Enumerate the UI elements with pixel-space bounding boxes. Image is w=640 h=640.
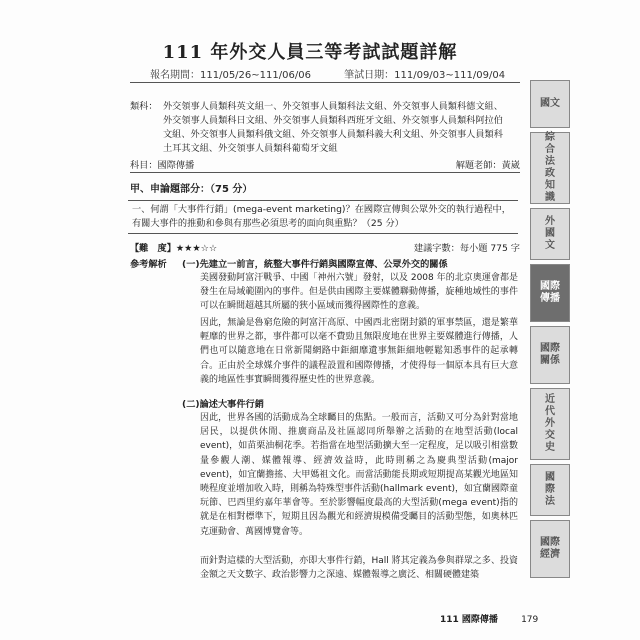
tab-label: 綜合法政知識: [545, 132, 555, 203]
question-line: 一、何謂「大事件行銷」(mega-event marketing)？在國際宣傳與公眾外交的執行過程中，: [132, 204, 511, 215]
tab-label: 國際經濟: [540, 537, 560, 560]
tab-international-relations[interactable]: [530, 326, 570, 384]
subject-row: [130, 157, 520, 171]
exam-period: [150, 66, 590, 81]
registration-period: 報名期間：111/05/26~111/06/06: [150, 70, 311, 81]
answer-section-heading: (一)先建立一前言，統整大事件行銷與國際宣傳、公眾外交的關係: [182, 259, 448, 270]
subject-line: 土耳其文組、外交領事人員類科葡萄牙文組: [163, 143, 338, 154]
subject-line: 外交領事人員類科日文組、外交領事人員類科西班牙文組、外交領事人員類科阿拉伯: [163, 115, 503, 126]
subject-name: 科目：國際傳播: [130, 160, 195, 171]
teacher-name: 解題老師：黃崴: [455, 160, 520, 171]
subject-line: 外交領事人員類科英文組一、外交領事人員類科法文組、外交領事人員類科德文組、: [163, 101, 503, 112]
tab-international-law[interactable]: [530, 464, 570, 516]
tab-label: 國際傳播: [540, 281, 560, 304]
answer-label: 參考解析: [130, 259, 167, 270]
subject-list: [130, 100, 520, 156]
tab-label: 國文: [540, 98, 560, 109]
tab-guowen[interactable]: [530, 80, 570, 128]
question-line: 有關大事件的推動和參與有那些必須思考的面向與重點？（25 分）: [132, 218, 404, 229]
tab-international-economics[interactable]: [530, 520, 570, 578]
word-count: 建議字數：每小題 775 字: [413, 243, 520, 254]
divider: [130, 172, 520, 173]
answer-section-heading: (二)論述大事件行銷: [182, 399, 264, 410]
tab-label: 國際法: [545, 472, 555, 507]
question-meta: [130, 240, 520, 254]
tab-label: 國際關係: [540, 343, 560, 366]
tab-law-politics[interactable]: [530, 132, 570, 204]
subject-line: 文組、外交領事人員類科俄文組、外交領事人員類科義大利文組、外交領事人員類科: [163, 129, 503, 140]
exam-date: 筆試日期：111/09/03~111/09/04: [344, 70, 506, 81]
answer-paragraph: 而針對這樣的大型活動，亦即大事件行銷，Hall 將其定義為參與群眾之多、投資金額之天文數字、政治影響力之深遠、媒體報導之廣泛、相關硬體建築: [200, 556, 518, 581]
tab-modern-diplomatic-history[interactable]: [530, 388, 570, 460]
difficulty-rating: 【難 度】★★★☆☆: [130, 243, 218, 254]
tab-label: 近代外交史: [545, 394, 555, 453]
question-box: [128, 200, 518, 234]
page-title: 111 年外交人員三等考試試題詳解: [162, 42, 458, 63]
page-number: 179: [521, 615, 539, 625]
tab-label: 外國文: [545, 216, 555, 251]
tab-foreign-language[interactable]: [530, 208, 570, 260]
answer-paragraph: 因此，無論是魯窮危險的阿富汗高原、中國西北密閉封鎖的軍事禁區，還是繁華輕靡的世界之都，事件都可以毫不費勁且無限度地在世界主要媒體進行傳播，人們也可以隨意地在日常新聞網路中鉅細靡遺事無鉅細地輕鬆知悉事件的起承轉合。正由於全球媒介事件的議程設置和國際傳播，才使得每一個原本具有巨大意義的地區性事實瞬間獲得歷史性的世界意義。: [200, 318, 518, 385]
tab-international-communication[interactable]: [530, 264, 570, 322]
answer-paragraph: 因此，世界各國的活動成為全球矚目的焦點。一般而言，活動又可分為針對當地居民，以提供休閒、推廣商品及社區認同所舉辦之活動的在地型活動(local event)，如苗栗油桐花季。若指當在地型活動擴大至一定程度，足以吸引相當數量參觀人潮、媒體報導、經濟效益時，此時則稱之為慶典型活動(major event)，如宜蘭擔搖、大甲媽祖文化。而當活動能長期或短期提高某觀光地區知曉程度並增加收入時，則稱為特殊型事件活動(hallmark event)，如宜蘭國際童玩節、巴西里約嘉年華會等。至於影響幅度最高的大型活動(mega event)指的就是在相對標準下，短期且因為觀光和經濟規模備受矚目的活動型態，如奧林匹克運動會、萬國博覽會等。: [200, 413, 518, 537]
footer-label: 111 國際傳播: [440, 615, 498, 625]
page-footer: [440, 612, 538, 625]
subject-list-label: 類科：: [130, 101, 158, 112]
section-heading: 甲、申論題部分：（75 分）: [130, 184, 253, 195]
divider: [130, 82, 520, 83]
answer-paragraph: 美國發動阿富汗戰爭、中國「神州六號」發射，以及 2008 年的北京奧運會都是發生在局域範圍內的事件。但是供由國際主要媒體聯動傳播，旋種地域性的事件可以在瞬間超越其所屬的狹小區域而獲得國際性的意義。: [200, 273, 518, 312]
